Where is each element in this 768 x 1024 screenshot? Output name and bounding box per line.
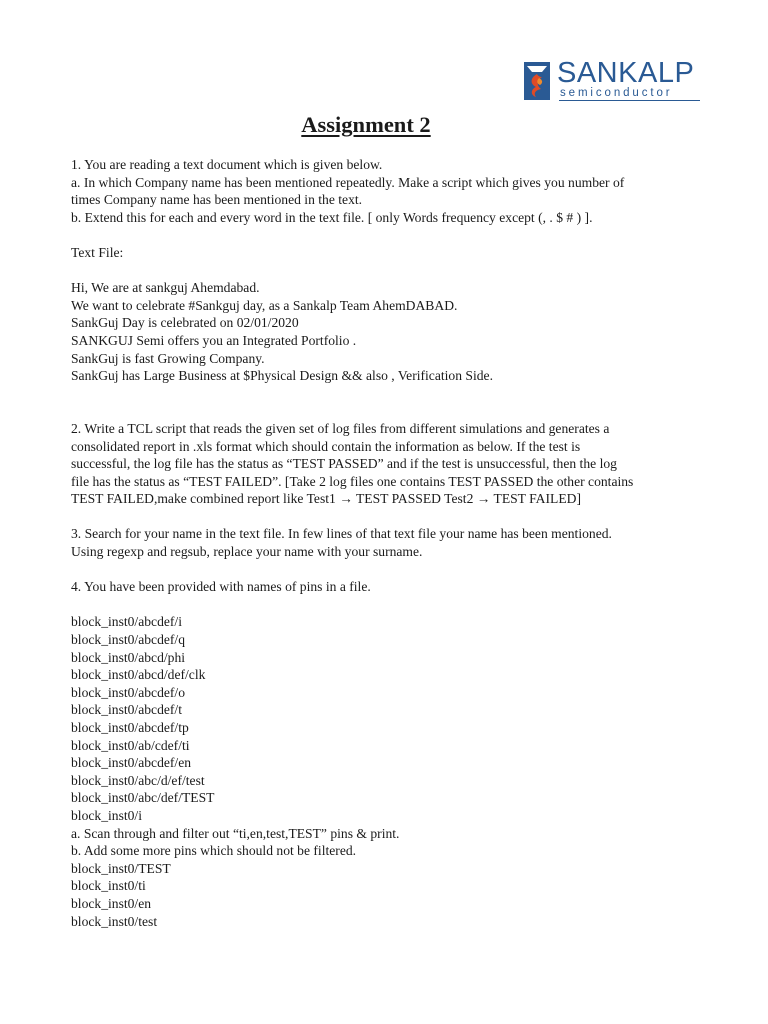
pin-name: block_inst0/abcdef/i [71, 614, 182, 630]
pin-name: block_inst0/abcdef/o [71, 684, 186, 700]
logo-tagline: semiconductor [560, 87, 673, 99]
pin-name: block_inst0/abc/def/TEST [71, 790, 215, 806]
spacer [71, 262, 711, 280]
text-file-line: SankGuj Day is celebrated on 02/01/2020 [71, 315, 299, 331]
text-file-line: SankGuj has Large Business at $Physical Design && also , Verification Side. [71, 368, 493, 384]
pin-name: block_inst0/abcdef/tp [71, 720, 189, 735]
q2-line: file has the status as “TEST FAILED”. [Take 2 log files one contains TEST PASSED the other contains [71, 473, 634, 489]
extra-pin-name: block_inst0/test [71, 913, 158, 929]
pin-name: block_inst0/abcd/phi [71, 649, 186, 665]
pin-name: block_inst0/abc/d/ef/test [71, 772, 205, 788]
spacer [71, 596, 711, 614]
q4-part-b: b. Add some more pins which should not be filtered. [71, 843, 357, 859]
spacer [71, 226, 711, 244]
q3-line: Using regexp and regsub, replace your name with your surname. [71, 544, 423, 560]
document-body [71, 156, 711, 930]
text-file-line: SANKGUJ Semi offers you an Integrated Portfolio . [71, 332, 357, 348]
q4-part-a: a. Scan through and filter out “ti,en,test,TEST” pins & print. [71, 825, 400, 841]
pin-name: block_inst0/i [71, 807, 142, 823]
q1-line-4: b. Extend this for each and every word in the text file. [ only Words frequency except (, . $ # ) ]. [71, 209, 593, 225]
pin-name: block_inst0/abcdef/en [71, 755, 192, 771]
extra-pin-name: block_inst0/ti [71, 878, 146, 894]
q2-line: consolidated report in .xls format which should contain the information as below. If the test is [71, 438, 581, 454]
logo-underline [559, 100, 700, 101]
pin-name: block_inst0/abcdef/q [71, 632, 186, 648]
spacer [71, 508, 711, 526]
pin-name: block_inst0/abcdef/t [71, 702, 182, 718]
q1-line-2: a. In which Company name has been mentioned repeatedly. Make a script which gives you number of [71, 174, 625, 190]
q2-line: TEST FAILED,make combined report like Test1 → TEST PASSED Test2 → TEST FAILED] [71, 491, 581, 507]
q1-line-1: 1. You are reading a text document which is given below. [71, 157, 383, 172]
extra-pin-name: block_inst0/en [71, 895, 152, 911]
q4-intro: 4. You have been provided with names of pins in a file. [71, 579, 371, 595]
spacer [71, 385, 711, 420]
logo-company-name: SANKALP [557, 57, 695, 89]
pin-name: block_inst0/abcd/def/clk [71, 667, 206, 683]
q2-line: successful, the log file has the status as “TEST PASSED” and if the test is unsuccessful, then the log [71, 456, 617, 472]
q3-line: 3. Search for your name in the text file. In few lines of that text file your name has been mentioned. [71, 526, 612, 542]
q1-line-3: times Company name has been mentioned in the text. [71, 192, 363, 208]
text-file-line: SankGuj is fast Growing Company. [71, 350, 265, 366]
spacer [71, 561, 711, 579]
pin-name: block_inst0/ab/cdef/ti [71, 737, 190, 753]
q2-line: 2. Write a TCL script that reads the given set of log files from different simulations and generates a [71, 420, 610, 436]
text-file-line: Hi, We are at sankguj Ahemdabad. [71, 280, 260, 296]
extra-pin-name: block_inst0/TEST [71, 860, 171, 876]
text-file-line: We want to celebrate #Sankguj day, as a Sankalp Team AhemDABAD. [71, 297, 458, 313]
company-logo [524, 57, 702, 104]
sankalp-flame-logo-icon [524, 62, 550, 100]
text-file-label: Text File: [71, 244, 124, 260]
page-title: Assignment 2 [301, 112, 431, 137]
